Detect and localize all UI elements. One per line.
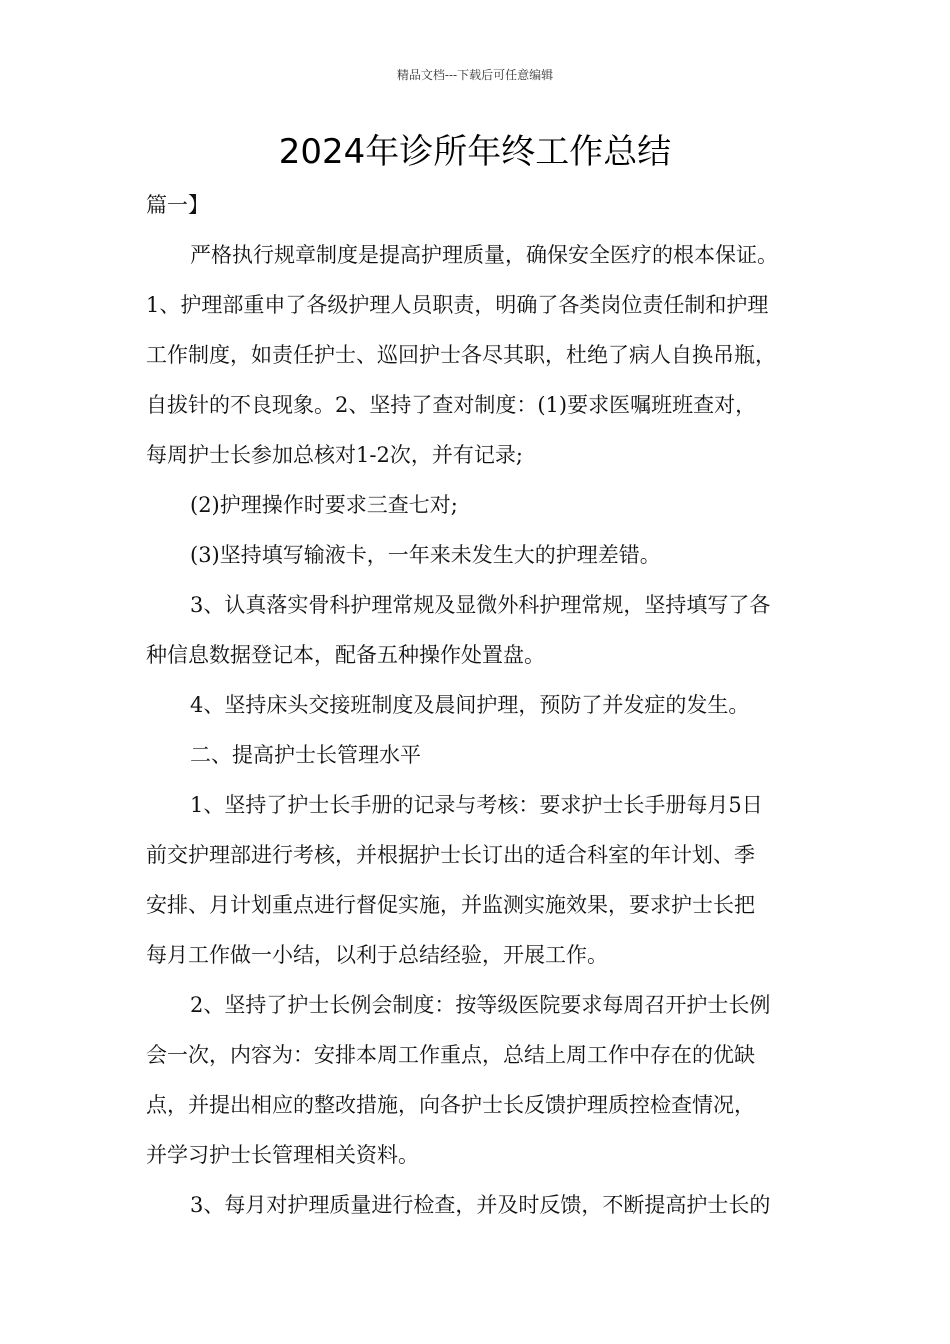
body-line: 篇一】 bbox=[146, 193, 209, 217]
body-line: 点，并提出相应的整改措施，向各护士长反馈护理质控检查情况， bbox=[146, 1093, 755, 1117]
body-line: 并学习护士长管理相关资料。 bbox=[146, 1143, 419, 1167]
body-line: 每月工作做一小结，以利于总结经验，开展工作。 bbox=[146, 943, 608, 967]
body-line: (2)护理操作时要求三查七对; bbox=[190, 493, 458, 517]
document-title: 2024年诊所年终工作总结 bbox=[278, 132, 672, 172]
body-line: 严格执行规章制度是提高护理质量，确保安全医疗的根本保证。 bbox=[190, 243, 778, 267]
body-line: 3、认真落实骨科护理常规及显微外科护理常规，坚持填写了各 bbox=[190, 593, 771, 617]
body-line: 1、护理部重申了各级护理人员职责，明确了各类岗位责任制和护理 bbox=[146, 293, 769, 317]
document-body bbox=[146, 180, 836, 1230]
header-note: 精品文档---下载后可任意编辑 bbox=[396, 68, 554, 82]
body-line: 3、每月对护理质量进行检查，并及时反馈，不断提高护士长的 bbox=[190, 1193, 771, 1217]
body-line: 1、坚持了护士长手册的记录与考核：要求护士长手册每月5日 bbox=[190, 793, 763, 817]
body-line: 前交护理部进行考核，并根据护士长订出的适合科室的年计划、季 bbox=[146, 843, 755, 867]
body-line: 工作制度，如责任护士、巡回护士各尽其职，杜绝了病人自换吊瓶， bbox=[146, 343, 776, 367]
body-line: 安排、月计划重点进行督促实施，并监测实施效果，要求护士长把 bbox=[146, 893, 755, 917]
body-line: 自拔针的不良现象。2、坚持了查对制度：(1)要求医嘱班班查对， bbox=[146, 393, 757, 417]
body-line: 二、提高护士长管理水平 bbox=[190, 743, 421, 767]
body-line: 2、坚持了护士长例会制度：按等级医院要求每周召开护士长例 bbox=[190, 993, 771, 1017]
body-line: 4、坚持床头交接班制度及晨间护理，预防了并发症的发生。 bbox=[190, 693, 750, 717]
body-line: 每周护士长参加总核对1-2次，并有记录; bbox=[146, 443, 523, 467]
body-line: 会一次，内容为：安排本周工作重点，总结上周工作中存在的优缺 bbox=[146, 1043, 755, 1067]
body-line: 种信息数据登记本，配备五种操作处置盘。 bbox=[146, 643, 545, 667]
body-line: (3)坚持填写输液卡，一年来未发生大的护理差错。 bbox=[190, 543, 661, 567]
